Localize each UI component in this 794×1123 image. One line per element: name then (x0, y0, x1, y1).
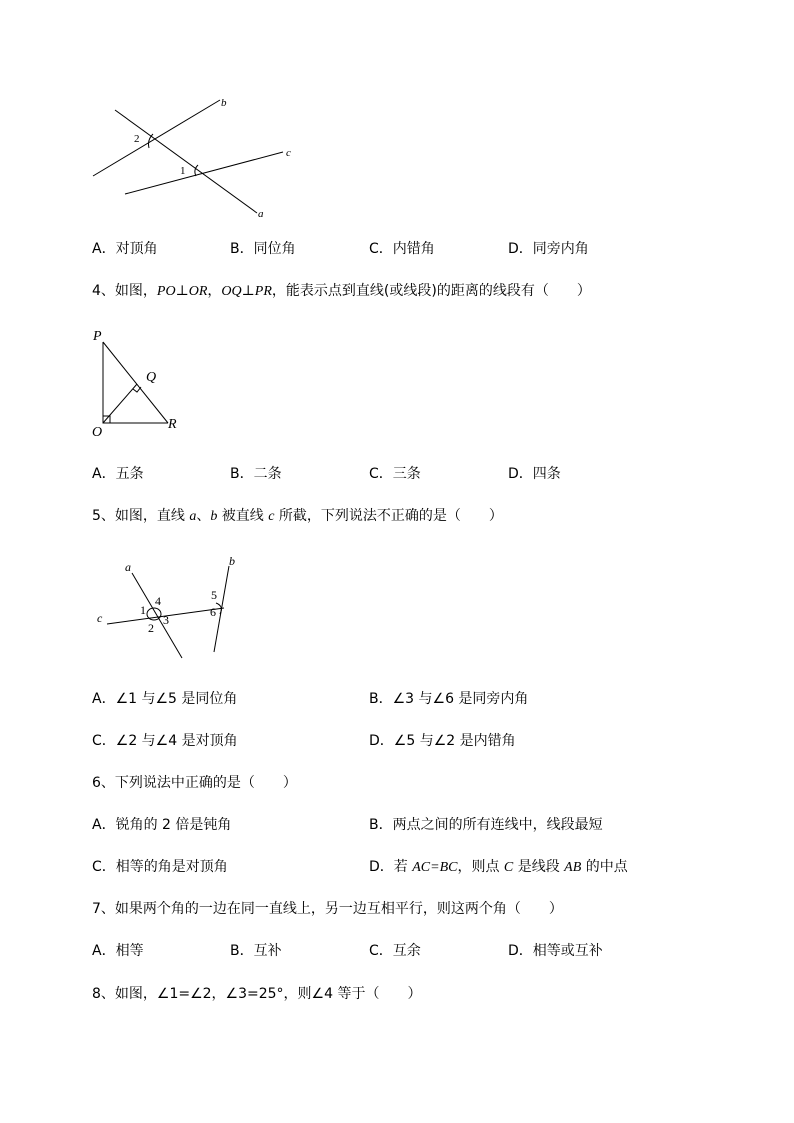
q5-line-a: a (189, 509, 197, 524)
q3-angle-1: 1 (180, 165, 186, 177)
q5-option-c[interactable]: C．∠2 与∠4 是对顶角 (92, 733, 238, 749)
q6-option-c[interactable]: C．相等的角是对顶角 (92, 859, 228, 875)
q3-angle-2: 2 (134, 133, 140, 145)
q6-d-equation: AC=BC (412, 860, 458, 875)
q5-angle-5: 5 (211, 588, 217, 602)
q5-stem-mid2: 被直线 (217, 508, 269, 524)
q4-stem (92, 282, 591, 301)
q5-stem-prefix: 5、如图，直线 (92, 508, 190, 524)
q5-angle-6: 6 (210, 605, 216, 619)
q5-stem-mid1: 、 (196, 508, 211, 524)
q3-figure (85, 90, 305, 225)
q6-d-point: C (503, 860, 514, 875)
q5-line-c: c (268, 509, 275, 524)
q4-stem-suffix: ，能表示点到直线(或线段)的距离的线段有（ ） (271, 283, 591, 299)
q7-option-c[interactable]: C．互余 (369, 943, 421, 959)
q4-condition-1: PO⊥OR (156, 284, 208, 299)
q5-angle-4: 4 (155, 594, 161, 608)
q3-option-a[interactable]: A．对顶角 (92, 241, 158, 257)
q5-line-b: b (210, 509, 218, 524)
q4-figure (85, 325, 195, 440)
q7-option-a[interactable]: A．相等 (92, 943, 144, 959)
q6-d-prefix: D．若 (369, 859, 413, 875)
q4-option-a[interactable]: A．五条 (92, 466, 144, 482)
q5-stem-suffix: 所截，下列说法不正确的是（ ） (274, 508, 503, 524)
q7-option-d[interactable]: D．相等或互补 (508, 943, 603, 959)
q4-option-d[interactable]: D．四条 (508, 466, 561, 482)
q5-option-d[interactable]: D．∠5 与∠2 是内错角 (369, 733, 516, 749)
q5-stem (92, 507, 503, 526)
q5-angle-2: 2 (148, 621, 154, 635)
q4-label-o: O (92, 425, 103, 440)
q3-option-b[interactable]: B．同位角 (230, 241, 296, 257)
q5-option-a[interactable]: A．∠1 与∠5 是同位角 (92, 691, 238, 707)
q3-option-d[interactable]: D．同旁内角 (508, 241, 589, 257)
q5-label-c: c (97, 611, 103, 625)
q4-stem-prefix: 4、如图， (92, 283, 157, 299)
q3-option-c[interactable]: C．内错角 (369, 241, 435, 257)
q5-angle-3: 3 (163, 613, 169, 627)
q8-stem: 8、如图，∠1=∠2，∠3=25°，则∠4 等于（ ） (92, 986, 422, 1002)
q6-d-mid2: 是线段 (513, 859, 565, 875)
q6-stem: 6、下列说法中正确的是（ ） (92, 775, 297, 791)
q3-label-c: c (286, 147, 291, 159)
q7-stem: 7、如果两个角的一边在同一直线上，另一边互相平行，则这两个角（ ） (92, 901, 563, 917)
q4-label-r: R (168, 417, 177, 432)
q5-label-a: a (125, 560, 131, 574)
q5-option-b[interactable]: B．∠3 与∠6 是同旁内角 (369, 691, 529, 707)
q4-condition-2: OQ⊥PR (221, 284, 272, 299)
q4-option-c[interactable]: C．三条 (369, 466, 421, 482)
q4-label-q: Q (146, 370, 157, 385)
q5-figure (90, 552, 250, 662)
q4-stem-sep: ， (207, 283, 222, 299)
q6-option-b[interactable]: B．两点之间的所有连线中，线段最短 (369, 817, 603, 833)
q3-label-b: b (221, 97, 227, 109)
q5-angle-1: 1 (140, 603, 146, 617)
q3-label-a: a (258, 208, 264, 220)
q6-option-d[interactable] (369, 858, 628, 877)
q4-label-p: P (93, 329, 102, 344)
q7-option-b[interactable]: B．互补 (230, 943, 282, 959)
q4-option-b[interactable]: B．二条 (230, 466, 282, 482)
q6-d-mid: ，则点 (457, 859, 504, 875)
q6-d-suffix: 的中点 (581, 859, 628, 875)
q6-option-a[interactable]: A．锐角的 2 倍是钝角 (92, 817, 232, 833)
q5-label-b: b (229, 554, 235, 568)
q6-d-segment: AB (564, 860, 582, 875)
